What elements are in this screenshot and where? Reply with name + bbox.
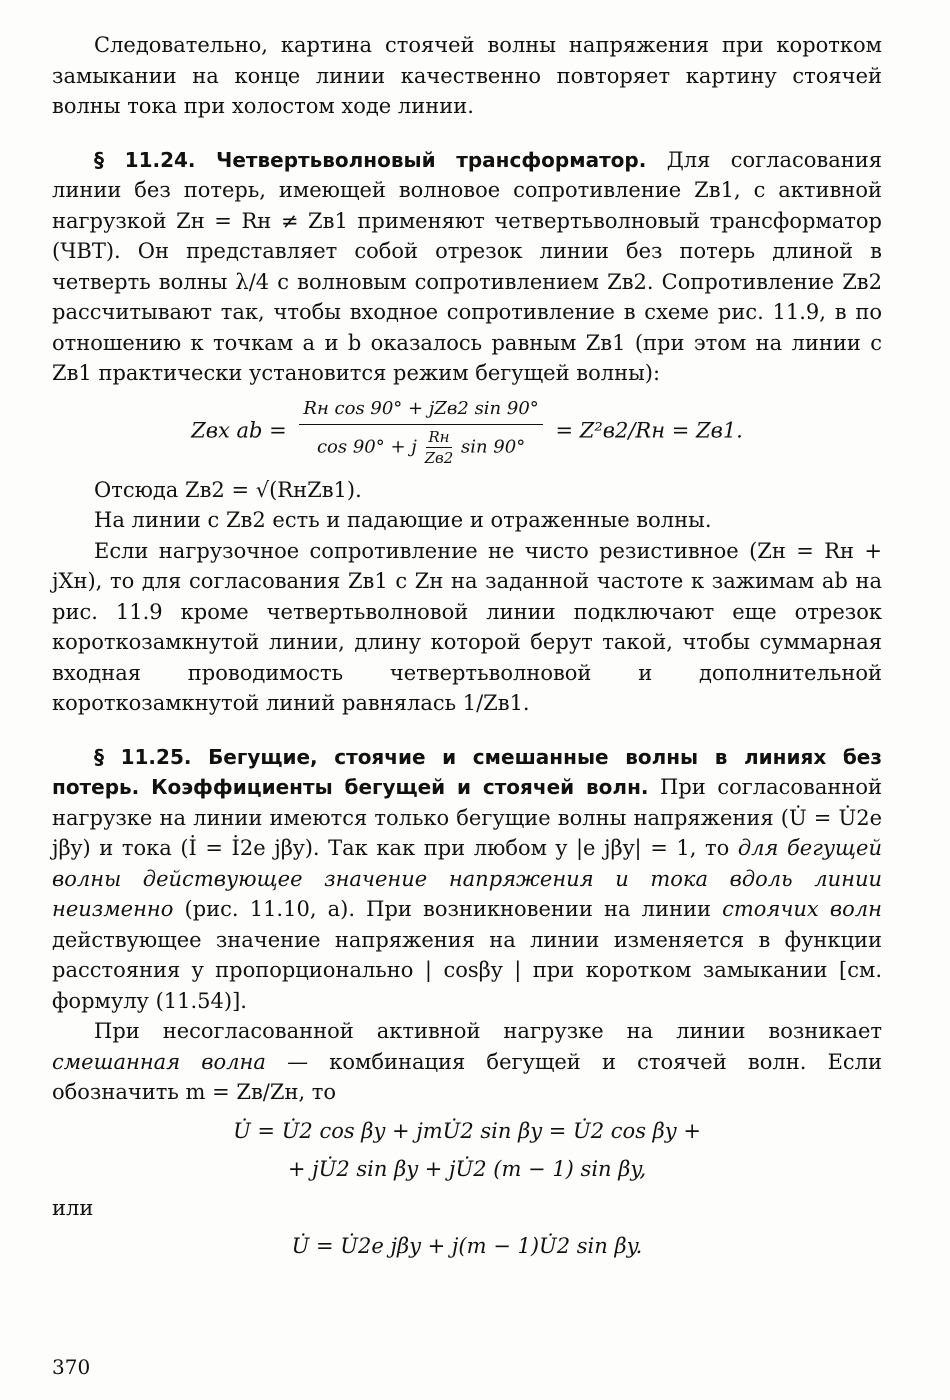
paragraph-mixed-wave bbox=[52, 1016, 882, 1108]
paragraph-na-linii: На линии с Zв2 есть и падающие и отраженные волны. bbox=[94, 508, 712, 532]
paragraph-esli: Если нагрузочное сопротивление не чисто резистивное (Zн = Rн + jXн), то для согласования Zв1 с Zн на заданной частоте к зажимам ab на рис. 11.9 кроме четвертьволновой линии подключают еще отрезок короткозамкнутой линии, длину которой берут такой, чтобы суммарная входная проводимость четвертьволновой и дополнительной короткозамкнутой линий равнялась 1/Zв1. bbox=[52, 538, 882, 715]
section-italic-running-wave: для бегущей волны действующее значение напряжения и тока вдоль линии неизменно bbox=[52, 836, 882, 921]
eq1-rhs: = Z²в2/Rн = Zв1. bbox=[555, 418, 743, 442]
eq1-numerator: Rн cos 90° + jZв2 sin 90° bbox=[299, 397, 542, 425]
word-ili: или bbox=[52, 1195, 94, 1220]
paragraph-otsyuda: Отсюда Zв2 = √(RнZв1). bbox=[94, 477, 362, 502]
eq1-inner-den: Zв2 bbox=[424, 448, 454, 467]
eq1-den-b: sin 90° bbox=[461, 436, 526, 457]
section-text-11-25-a: При согласованной нагрузке на линии имеются только бегущие волны напряжения (U̇ = U̇2e jβy) и тока (İ = İ2e jβy). Так как при любом y |e jβy| = 1, то bbox=[52, 775, 882, 860]
equation-voltage-line1: U̇ = U̇2 cos βy + jmU̇2 sin βy = U̇2 cos βy + bbox=[233, 1118, 701, 1143]
section-11-25 bbox=[52, 742, 882, 1017]
section-text-11-24: Для согласования линии без потерь, имеющей волновое сопротивление Zв1, с активной нагрузкой Zн = Rн ≠ Zв1 применяют четвертьволновый трансформатор (ЧВТ). Он представляет собой отрезок линии без потерь длиной в четверть волны λ/4 с волновым сопротивлением Zв2. Сопротивление Zв2 рассчитывают так, чтобы входное сопротивление в схеме рис. 11.9, в по отношению к точкам a и b оказалось равным Zв1 (при этом на линии с Zв1 практически установится режим бегущей волны): bbox=[52, 147, 882, 385]
eq1-den-a: cos 90° + j bbox=[316, 436, 417, 457]
eq1-fraction bbox=[299, 397, 542, 467]
mixed-italic: смешанная волна bbox=[52, 1049, 266, 1074]
eq1-inner-fraction bbox=[423, 428, 456, 467]
page-body bbox=[52, 30, 882, 1270]
section-text-11-25-b: (рис. 11.10, a). При возникновении на линии bbox=[184, 897, 711, 921]
section-heading-11-24: § 11.24. Четвертьволновый трансформатор. bbox=[94, 147, 647, 172]
section-italic-standing-waves: стоячих волн bbox=[722, 897, 882, 921]
section-text-11-25-c: действующее значение напряжения на линии изменяется в функции расстояния y пропорционально | cosβy | при коротком замыкании [см. формулу (11.54)]. bbox=[52, 927, 882, 1013]
equation-input-impedance bbox=[52, 397, 882, 467]
equation-voltage-line2: + jU̇2 sin βy + jU̇2 (m − 1) sin βy, bbox=[287, 1157, 647, 1181]
eq1-inner-num: Rн bbox=[428, 427, 450, 446]
section-heading-11-25: § 11.25. Бегущие, стоячие и смешанные волны в линиях без потерь. Коэффициенты бегущей и стоячей волн. bbox=[52, 744, 882, 799]
equation-voltage-final: U̇ = U̇2e jβy + j(m − 1)U̇2 sin βy. bbox=[291, 1234, 643, 1258]
eq1-lhs: Zвх ab = bbox=[191, 418, 287, 442]
paragraph-intro: Следовательно, картина стоячей волны напряжения при коротком замыкании на конце линии качественно повторяет картину стоячей волны тока при холостом ходе линии. bbox=[52, 33, 882, 118]
mixed-text-b: — комбинация бегущей и стоячей волн. Если обозначить m = Zв/Zн, то bbox=[52, 1049, 882, 1104]
section-11-24 bbox=[52, 145, 882, 389]
page-number: 370 bbox=[52, 1355, 91, 1379]
mixed-text-a: При несогласованной активной нагрузке на линии возникает bbox=[94, 1019, 882, 1043]
eq1-denominator bbox=[313, 425, 529, 467]
